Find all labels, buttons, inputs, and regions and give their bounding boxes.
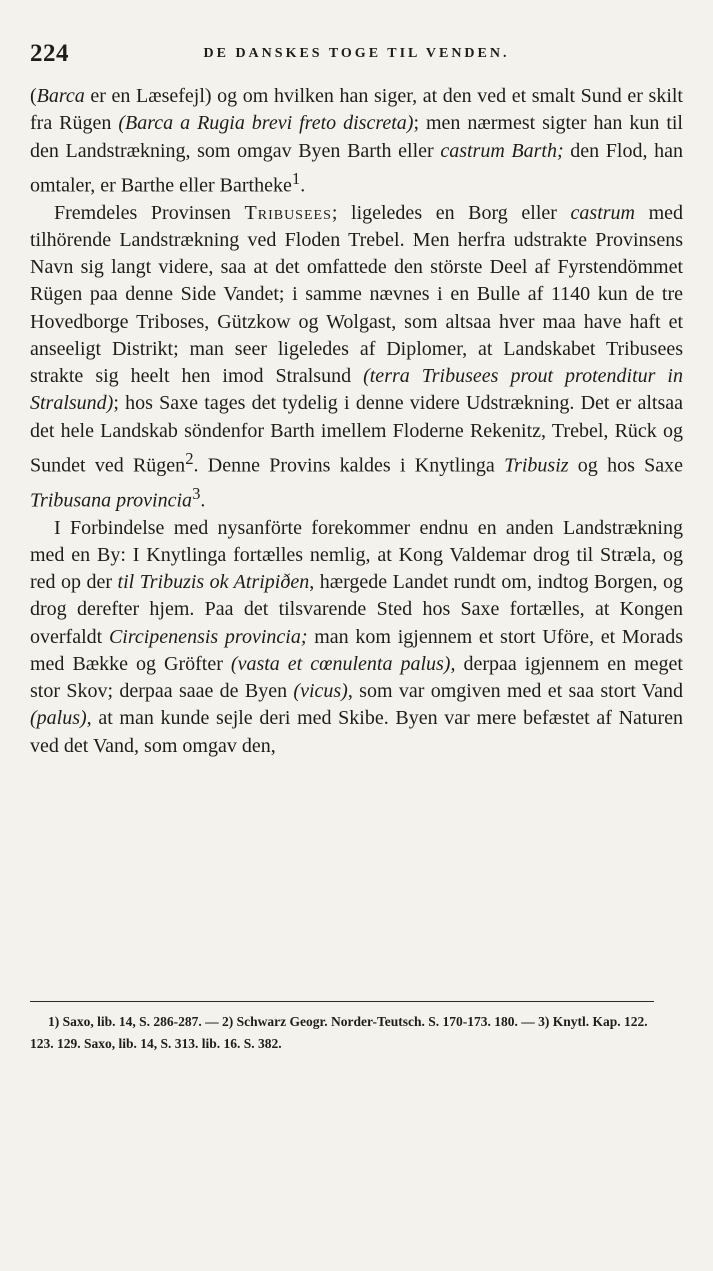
paragraph-1: (Barca er en Læsefejl) og om hvilken han siger, at den ved et smalt Sund er skilt fra Rügen (Barca a Rugia brevi freto discreta); men nærmest sigter han kun til den Landstrækning, som omgav Byen Barth eller castrum Barth; den Flod, han omtaler, er Barthe eller Bartheke$^1$.: [30, 85, 684, 197]
footnotes: [30, 1011, 658, 1055]
italic-phrase: (terra Tribusees prout protenditur in Stralsund): [30, 365, 683, 415]
italic-phrase: Tribusana provincia: [30, 489, 193, 512]
italic-phrase: (vicus): [293, 680, 348, 703]
italic-phrase: (vasta et cœnulenta palus): [230, 652, 451, 675]
page-header: [30, 40, 683, 70]
paragraph-2: Fremdeles Provinsen Tribusees; ligeledes en Borg eller castrum med tilhörende Landstrækning ved Floden Trebel. Men herfra udstrakte Provinsens Navn sig langt videre, saa at det omfattede den störste Deel af Fyrstendömmet Rügen paa denne Side Vandet; i samme nævnes i en Bulle af 1140 kun de tre Hovedborge Triboses, Gützkow og Wolgast, som altsaa hver maa have haft et anseeligt Distrikt; man seer ligeledes af Diplomer, at Landskabet Tribusees strakte sig heelt hen imod Stralsund (terra Tribusees prout protenditur in Stralsund); hos Saxe tages det tydelig i denne videre Udstrækning. Det er altsaa det hele Landskab söndenfor Barth imellem Floderne Rekenitz, Trebel, Rück og Sundet ved Rügen$^2$. Denne Provins kaldes i Knytlinga Tribusiz og hos Saxe Tribusana provincia$^3$.: [30, 201, 684, 512]
footnote-ref: 2: [185, 448, 194, 468]
italic-phrase: Circipenensis provincia;: [108, 625, 308, 648]
italic-phrase: (Barca a Rugia brevi freto discreta): [118, 112, 414, 135]
small-caps-term: Tribusees: [244, 201, 332, 224]
body-text: [30, 83, 683, 760]
page-number: 224: [30, 40, 69, 67]
italic-phrase: Barca: [36, 85, 85, 107]
running-title: DE DANSKES TOGE TIL VENDEN.: [203, 46, 510, 61]
footnote-ref: 1: [291, 168, 301, 188]
italic-phrase: (palus): [30, 707, 87, 730]
italic-phrase: castrum: [570, 201, 635, 224]
footnote-ref: 3: [192, 483, 201, 503]
italic-phrase: Tribusiz: [504, 454, 569, 477]
italic-phrase: til Tribuzis ok Atripiðen: [117, 571, 310, 594]
footnote-divider: [30, 1001, 654, 1002]
paragraph-3: I Forbindelse med nysanförte forekommer endnu en anden Landstrækning med en By: I Knytlinga fortælles nemlig, at Kong Valdemar drog til Stræla, og red op der til Tribuzis ok Atripiðen, hærgede Landet rundt om, indtog Borgen, og drog derefter hjem. Paa det tilsvarende Sted hos Saxe fortælles, at Kongen overfaldt Circipenensis provincia; man kom igjennem et stort Uföre, et Morads med Bække og Gröfter (vasta et cœnulenta palus), derpaa igjennem en meget stor Skov; derpaa saae de Byen (vicus), som var omgiven med et saa stort Vand (palus), at man kunde sejle deri med Skibe. Byen var mere befæstet af Naturen ved det Vand, som omgav den,: [30, 516, 683, 757]
italic-phrase: castrum Barth;: [440, 139, 564, 162]
footnote-text: 1) Saxo, lib. 14, S. 286-287. — 2) Schwarz Geogr. Norder-Teutsch. S. 170-173. 180. — 3) Knytl. Kap. 122. 123. 129. Saxo, lib. 14, S. 313. lib. 16. S. 382.: [30, 1014, 648, 1051]
